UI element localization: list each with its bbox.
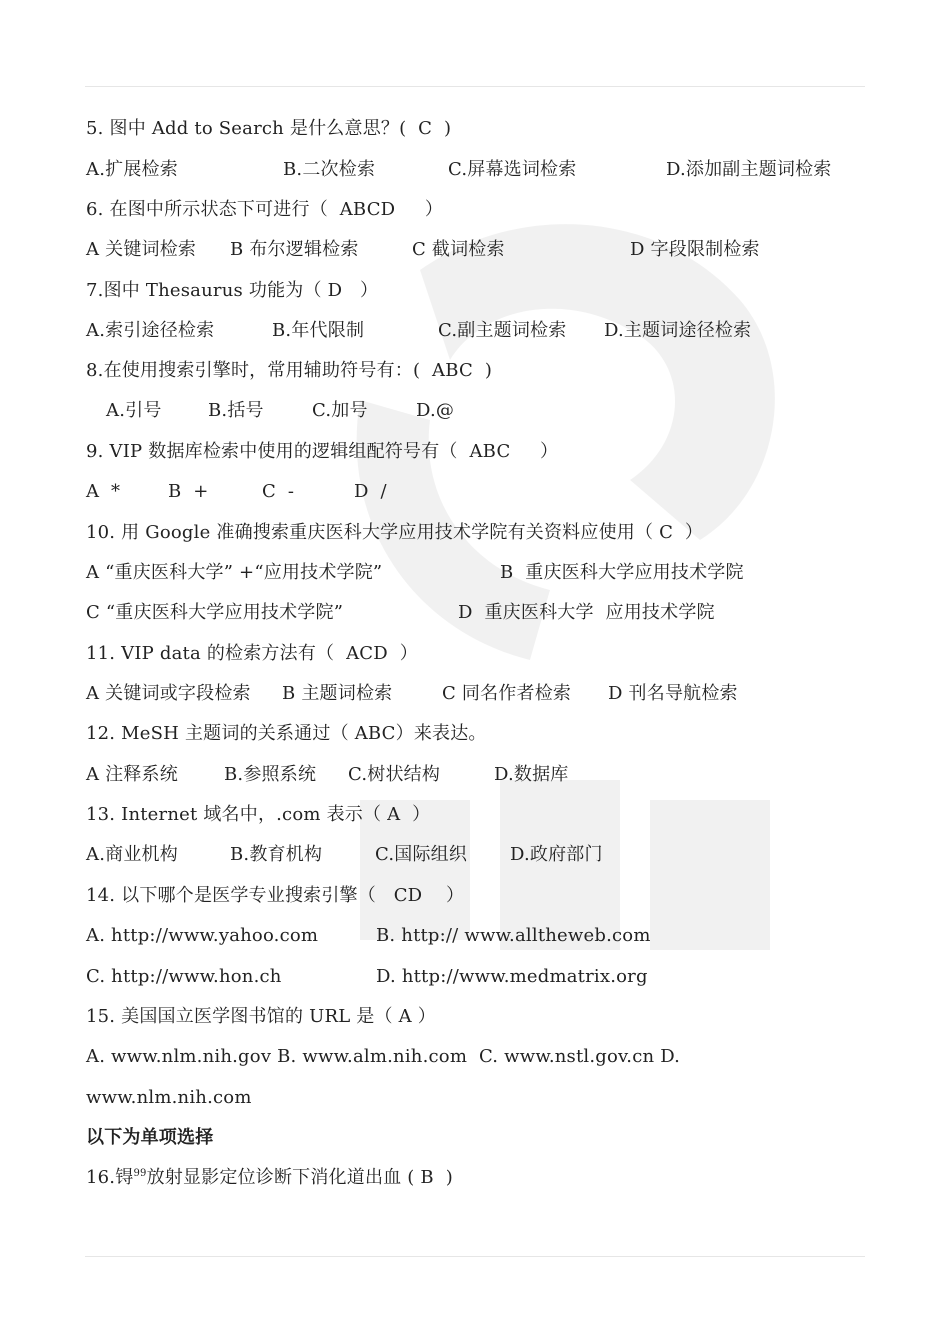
option-c: C 同名作者检索 [442, 683, 572, 704]
superscript: 99 [133, 1168, 147, 1179]
option-a: A “重庆医科大学” +“应用技术学院” [86, 562, 383, 583]
option-b: B.教育机构 [230, 844, 323, 865]
option-d: D.主题词途径检索 [604, 320, 752, 341]
option-b: B + [168, 481, 209, 502]
option-a: A.引号 [106, 400, 162, 421]
option-d: D 重庆医科大学 应用技术学院 [458, 602, 715, 623]
option-c: C.树状结构 [348, 764, 441, 785]
option-line: A. www.nlm.nih.gov B. www.alm.nih.com C. www.nstl.gov.cn D. [86, 1046, 681, 1067]
option-a: A 关键词或字段检索 [86, 683, 251, 704]
question-text: 13. Internet 域名中，.com 表示（ A ） [86, 804, 431, 825]
option-b: B 布尔逻辑检索 [230, 239, 359, 260]
option-d: D.@ [416, 400, 455, 421]
option-a: A * [86, 481, 121, 502]
option-c: C 截词检索 [412, 239, 505, 260]
question-16 [86, 1166, 453, 1238]
question-text: 12. MeSH 主题词的关系通过（ ABC）来表达。 [86, 723, 487, 744]
option-c: C. http://www.hon.ch [86, 966, 282, 987]
option-a: A. http://www.yahoo.com [86, 925, 319, 946]
question-text: 7.图中 Thesaurus 功能为（ D ） [86, 280, 379, 301]
option-d: D / [354, 481, 387, 502]
question-text: 5. 图中 Add to Search 是什么意思？( C ) [86, 118, 452, 139]
option-c: C.副主题词检索 [438, 320, 567, 341]
question-rest: 放射显影定位诊断下消化道出血 ( B ) [146, 1167, 453, 1188]
question-prefix: 16.锝 [86, 1167, 134, 1188]
option-c: C - [262, 481, 295, 502]
option-b: B 重庆医科大学应用技术学院 [500, 562, 744, 583]
option-a: A 关键词检索 [86, 239, 197, 260]
option-a: A.商业机构 [86, 844, 178, 865]
option-b: B.参照系统 [224, 764, 317, 785]
question-text: 9. VIP 数据库检索中使用的逻辑组配符号有（ ABC ） [86, 441, 559, 462]
option-b: B.年代限制 [272, 320, 365, 341]
option-d-cont: www.nlm.nih.com [86, 1087, 252, 1108]
option-c: C.国际组织 [375, 844, 468, 865]
option-b: B. http:// www.alltheweb.com [376, 925, 651, 946]
option-a: A.扩展检索 [86, 159, 178, 180]
option-a: A.索引途径检索 [86, 320, 215, 341]
option-c: C.屏幕选词检索 [448, 159, 577, 180]
option-d: D. http://www.medmatrix.org [376, 966, 648, 987]
section-heading-text: 以下为单项选择 [86, 1127, 214, 1148]
option-c: C.加号 [312, 400, 368, 421]
question-text: 11. VIP data 的检索方法有（ ACD ） [86, 643, 418, 664]
option-c: C “重庆医科大学应用技术学院” [86, 602, 344, 623]
question-text: 14. 以下哪个是医学专业搜索引擎（ CD ） [86, 885, 465, 906]
question-text: 6. 在图中所示状态下可进行（ ABCD ） [86, 199, 444, 220]
option-d: D 刊名导航检索 [608, 683, 738, 704]
option-b: B 主题词检索 [282, 683, 393, 704]
option-a: A 注释系统 [86, 764, 178, 785]
footer-rule [85, 1256, 865, 1257]
option-b: B.括号 [208, 400, 264, 421]
question-text: 8.在使用搜索引擎时，常用辅助符号有：( ABC ) [86, 360, 493, 381]
option-d: D 字段限制检索 [630, 239, 760, 260]
question-text: 15. 美国国立医学图书馆的 URL 是（ A ） [86, 1006, 436, 1027]
option-b: B.二次检索 [283, 159, 376, 180]
option-d: D.政府部门 [510, 844, 603, 865]
option-d: D.添加副主题词检索 [666, 159, 832, 180]
option-d: D.数据库 [494, 764, 569, 785]
header-rule [85, 86, 865, 87]
question-text [86, 1166, 453, 1190]
question-text: 10. 用 Google 准确搜索重庆医科大学应用技术学院有关资料应使用（ C ） [86, 522, 704, 543]
